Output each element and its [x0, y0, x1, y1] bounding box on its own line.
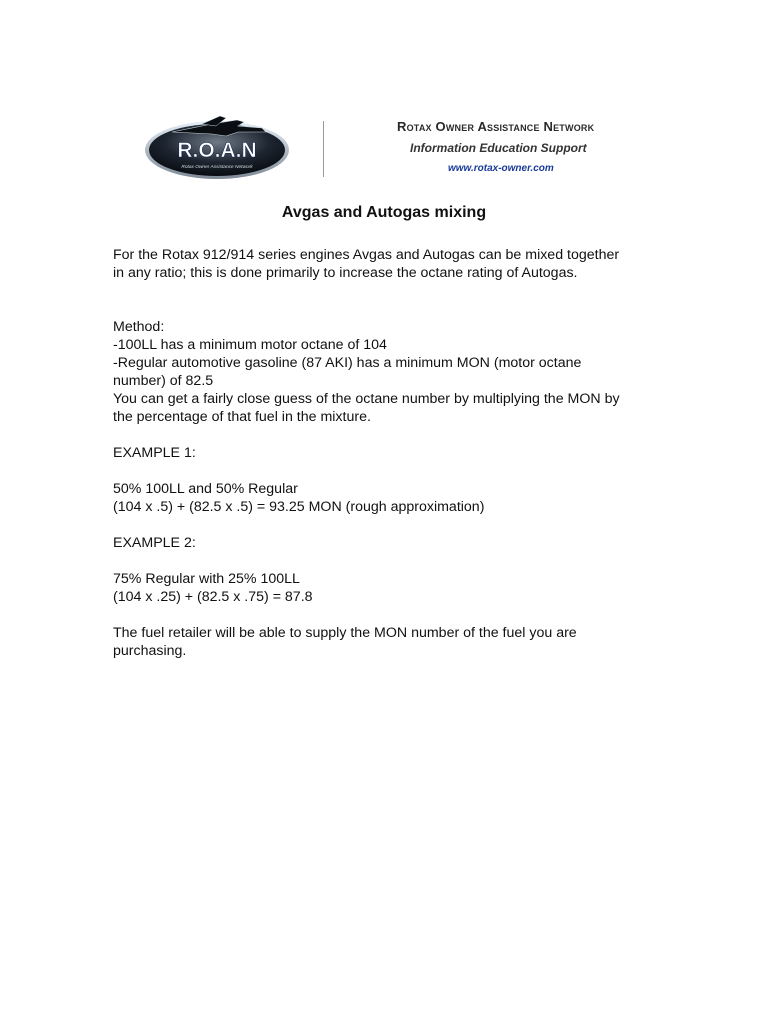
method-heading: Method: [113, 319, 165, 335]
document-title: Avgas and Autogas mixing [281, 204, 487, 221]
example2-line: (104 x .25) + (82.5 x .75) = 87.8 [113, 589, 313, 605]
roan-logo [142, 110, 292, 182]
intro-line: For the Rotax 912/914 series engines Avgas and Autogas can be mixed together [113, 247, 620, 263]
logo-sublettering: Rotax Owner Assistance Network [181, 165, 253, 170]
letterhead [0, 0, 768, 200]
org-url-link[interactable]: www.rotax-owner.com [448, 163, 554, 174]
method-line: -100LL has a minimum motor octane of 104 [113, 337, 387, 353]
logo-lettering: R.O.A.N [177, 139, 257, 162]
org-tagline: Information Education Support [410, 141, 587, 155]
method-line: You can get a fairly close guess of the octane number by multiplying the MON by [113, 391, 620, 407]
method-line: -Regular automotive gasoline (87 AKI) has a minimum MON (motor octane [113, 355, 582, 371]
example2-line: 75% Regular with 25% 100LL [113, 571, 300, 587]
document-body [113, 246, 663, 660]
example1-line: (104 x .5) + (82.5 x .5) = 93.25 MON (rough approximation) [113, 499, 485, 515]
method-line: the percentage of that fuel in the mixture. [113, 409, 371, 425]
example1-heading: EXAMPLE 1: [113, 445, 196, 461]
example1-line: 50% 100LL and 50% Regular [113, 481, 298, 497]
example2-heading: EXAMPLE 2: [113, 535, 196, 551]
header-divider [323, 121, 324, 177]
intro-line: in any ratio; this is done primarily to increase the octane rating of Autogas. [113, 265, 578, 281]
closing-line: purchasing. [113, 643, 187, 659]
org-name: Rotax Owner Assistance Network [397, 119, 595, 134]
closing-line: The fuel retailer will be able to supply the MON number of the fuel you are [113, 625, 577, 641]
method-line: number) of 82.5 [113, 373, 214, 389]
